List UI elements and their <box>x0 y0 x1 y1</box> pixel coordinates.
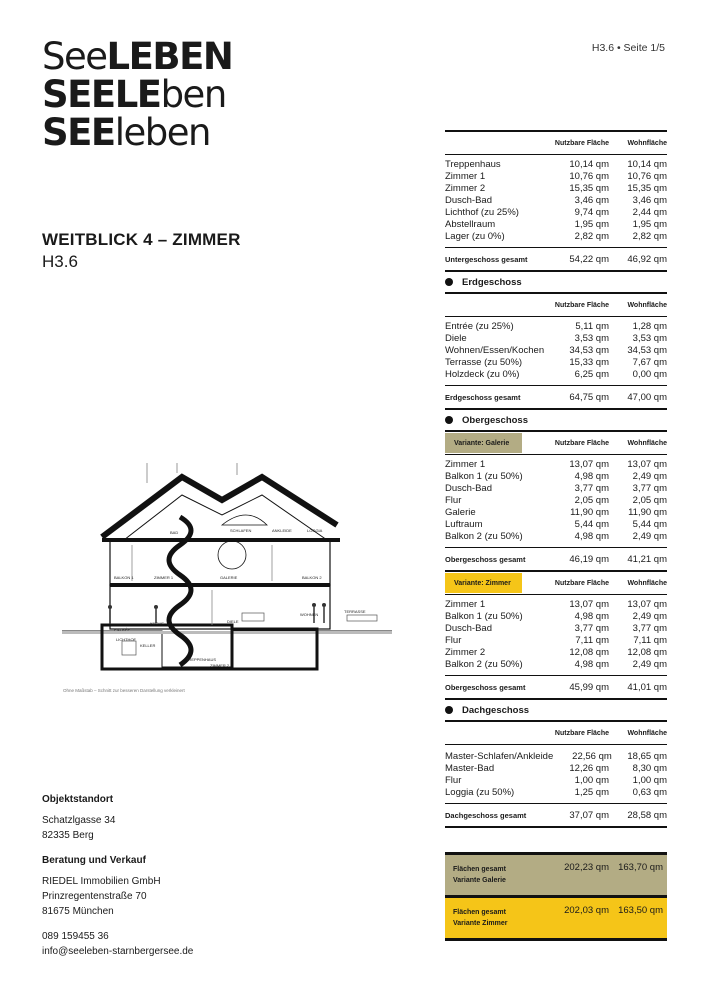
logo-line-1 <box>42 35 242 78</box>
column-header-living: Wohnfläche <box>627 579 667 587</box>
living-area: 10,14 qm <box>627 159 667 170</box>
ug-rows <box>445 159 667 243</box>
usable-area: 1,00 qm <box>574 775 609 786</box>
living-area: 34,53 qm <box>627 345 667 356</box>
usable-area: 3,77 qm <box>574 623 609 634</box>
location-block <box>42 792 193 843</box>
room-name: Lichthof (zu 25%) <box>445 207 519 218</box>
table-row <box>445 207 667 219</box>
usable-area: 5,44 qm <box>574 519 609 530</box>
logo-text: ben <box>160 73 226 116</box>
dg-total-row <box>445 804 667 826</box>
location-city: 82335 Berg <box>42 830 94 841</box>
table-row <box>445 345 667 357</box>
room-name: Flur <box>445 775 462 786</box>
drawing-label: TREPPENHAUS <box>186 657 217 662</box>
room-name: Zimmer 1 <box>445 171 486 182</box>
room-name: Abstellraum <box>445 219 496 230</box>
column-headers <box>445 132 667 154</box>
logo-text: LEBEN <box>106 35 233 78</box>
bullet-icon <box>445 706 453 714</box>
table-row <box>445 369 667 381</box>
og-galerie-total-row <box>445 548 667 570</box>
usable-area: 7,11 qm <box>575 635 609 646</box>
grand-total-variant: Variante Zimmer <box>453 920 508 927</box>
grand-total-usable: 202,23 qm <box>564 862 609 873</box>
usable-area: 9,74 qm <box>574 207 609 218</box>
drawing-label: ENTRÉE <box>114 627 131 632</box>
room-name: Dusch-Bad <box>445 483 492 494</box>
table-row <box>445 471 667 483</box>
brand-logo <box>42 35 242 154</box>
table-row <box>445 219 667 231</box>
usable-area: 4,98 qm <box>574 471 609 482</box>
logo-text: SEELE <box>42 73 161 116</box>
logo-text: SEE <box>42 111 115 154</box>
location-street: Schatzlgasse 34 <box>42 815 116 826</box>
living-area: 7,11 qm <box>633 635 667 646</box>
section-heading-dachgeschoss <box>445 700 667 720</box>
table-row <box>445 171 667 183</box>
table-row <box>445 483 667 495</box>
usable-area: 3,46 qm <box>574 195 609 206</box>
sales-email[interactable]: info@seeleben-starnbergersee.de <box>42 946 194 957</box>
total-label: Obergeschoss gesamt <box>445 682 526 692</box>
total-living: 41,21 qm <box>627 553 667 565</box>
room-name: Zimmer 2 <box>445 183 486 194</box>
bullet-icon <box>445 416 453 424</box>
usable-area: 1,95 qm <box>574 219 609 230</box>
living-area: 2,49 qm <box>632 531 667 542</box>
drawing-label: ZIMMER 2 <box>210 663 230 668</box>
room-name: Dusch-Bad <box>445 623 492 634</box>
room-name: Balkon 1 (zu 50%) <box>445 611 523 622</box>
total-label: Erdgeschoss gesamt <box>445 392 521 402</box>
living-area: 3,53 qm <box>632 333 667 344</box>
usable-area: 2,82 qm <box>574 231 609 242</box>
table-row <box>445 159 667 171</box>
section-title: Dachgeschoss <box>462 704 530 716</box>
drawing-label: LICHTHOF <box>116 637 136 642</box>
living-area: 0,00 qm <box>632 369 667 380</box>
living-area: 12,08 qm <box>627 647 667 658</box>
column-header-usable: Nutzbare Fläche <box>554 579 609 587</box>
sales-phone: 089 159455 36 <box>42 931 109 942</box>
sales-heading: Beratung und Verkauf <box>42 855 146 866</box>
sales-block <box>42 853 193 919</box>
usable-area: 6,25 qm <box>574 369 609 380</box>
column-header-living: Wohnfläche <box>627 439 667 447</box>
living-area: 0,63 qm <box>632 787 667 798</box>
grand-total-living: 163,70 qm <box>618 862 663 873</box>
living-area: 2,82 qm <box>632 231 667 242</box>
total-usable: 46,19 qm <box>569 553 609 565</box>
living-area: 2,44 qm <box>632 207 667 218</box>
grand-total-zimmer <box>445 898 667 938</box>
variant-badge-galerie: Variante: Galerie <box>445 433 522 453</box>
room-name: Dusch-Bad <box>445 195 492 206</box>
living-area: 2,49 qm <box>632 471 667 482</box>
drawing-caption: Ohne Maßstab – Schnitt zur besseren Darstellung verkleinert <box>63 688 185 693</box>
room-name: Luftraum <box>445 519 483 530</box>
room-name: Zimmer 1 <box>445 459 486 470</box>
drawing-label: KELLER <box>140 643 156 648</box>
living-area: 11,90 qm <box>628 507 667 518</box>
table-row <box>445 531 667 543</box>
page-indicator: H3.6 • Seite 1/5 <box>591 42 665 54</box>
drawing-label: WOHNEN <box>300 612 319 617</box>
living-area: 1,28 qm <box>632 321 667 332</box>
area-table <box>445 130 667 941</box>
table-row <box>445 599 667 611</box>
living-area: 1,95 qm <box>632 219 667 230</box>
eg-rows <box>445 321 667 381</box>
contact-block <box>42 792 193 959</box>
drawing-label: BAD <box>170 530 179 535</box>
usable-area: 15,33 qm <box>569 357 609 368</box>
table-row <box>445 357 667 369</box>
section-heading-erdgeschoss <box>445 272 667 292</box>
building-section-drawing <box>62 455 392 685</box>
drawing-label: SCHLAFEN <box>230 528 252 533</box>
usable-area: 12,08 qm <box>569 647 609 658</box>
living-area: 1,00 qm <box>632 775 667 786</box>
usable-area: 1,25 qm <box>574 787 609 798</box>
usable-area: 13,07 qm <box>569 599 609 610</box>
table-row <box>445 183 667 195</box>
column-header-living: Wohnfläche <box>627 729 667 737</box>
logo-line-3 <box>42 111 242 154</box>
total-usable: 54,22 qm <box>569 253 609 265</box>
og-zimmer-rows <box>445 599 667 671</box>
sales-street: Prinzregentenstraße 70 <box>42 891 147 902</box>
table-row <box>445 333 667 345</box>
page-title: WEITBLICK 4 – ZIMMER <box>42 230 241 249</box>
usable-area: 34,53 qm <box>569 345 609 356</box>
room-name: Balkon 2 (zu 50%) <box>445 531 523 542</box>
usable-area: 2,05 qm <box>574 495 609 506</box>
table-row <box>445 775 667 787</box>
drawing-label: DIELE <box>227 619 239 624</box>
table-row <box>445 321 667 333</box>
column-header-usable: Nutzbare Fläche <box>554 139 609 147</box>
total-usable: 37,07 qm <box>569 809 609 821</box>
location-heading: Objektstandort <box>42 794 114 805</box>
logo-line-2 <box>42 73 242 116</box>
drawing-label: GALERIE <box>220 575 238 580</box>
room-name: Balkon 1 (zu 50%) <box>445 471 523 482</box>
column-header-usable: Nutzbare Fläche <box>554 301 609 309</box>
usable-area: 15,35 qm <box>569 183 609 194</box>
usable-area: 11,90 qm <box>570 507 609 518</box>
living-area: 3,46 qm <box>632 195 667 206</box>
room-name: Flur <box>445 635 462 646</box>
section-title: Erdgeschoss <box>462 276 522 288</box>
room-name: Zimmer 2 <box>445 647 486 658</box>
table-row <box>445 519 667 531</box>
room-name: Lager (zu 0%) <box>445 231 505 242</box>
living-area: 8,30 qm <box>632 763 667 774</box>
usable-area: 4,98 qm <box>574 611 609 622</box>
logo-text: leben <box>114 111 210 154</box>
room-name: Diele <box>445 333 467 344</box>
table-row <box>445 495 667 507</box>
total-living: 41,01 qm <box>627 681 667 693</box>
table-row <box>445 647 667 659</box>
room-name: Balkon 2 (zu 50%) <box>445 659 523 670</box>
room-name: Loggia (zu 50%) <box>445 787 515 798</box>
total-living: 46,92 qm <box>627 253 667 265</box>
grand-total-variant: Variante Galerie <box>453 877 506 884</box>
living-area: 3,77 qm <box>632 623 667 634</box>
table-row <box>445 623 667 635</box>
living-area: 15,35 qm <box>627 183 667 194</box>
room-name: Wohnen/Essen/Kochen <box>445 345 545 356</box>
living-area: 18,65 qm <box>627 751 667 762</box>
grand-total-galerie <box>445 855 667 895</box>
living-area: 7,67 qm <box>632 357 667 368</box>
room-name: Zimmer 1 <box>445 599 486 610</box>
logo-text: See <box>42 35 107 78</box>
room-name: Master-Schlafen/Ankleide <box>445 751 554 762</box>
living-area: 2,05 qm <box>632 495 667 506</box>
dg-rows <box>445 751 667 799</box>
total-living: 28,58 qm <box>627 809 667 821</box>
living-area: 2,49 qm <box>632 611 667 622</box>
title-block <box>42 230 241 272</box>
table-row <box>445 231 667 243</box>
section-heading-obergeschoss <box>445 410 667 430</box>
sales-city: 81675 München <box>42 906 114 917</box>
usable-area: 5,11 qm <box>575 321 609 332</box>
unit-code: H3.6 <box>42 252 78 271</box>
room-name: Flur <box>445 495 462 506</box>
total-living: 47,00 qm <box>627 391 667 403</box>
table-row <box>445 459 667 471</box>
section-title: Obergeschoss <box>462 414 528 426</box>
room-name: Holzdeck (zu 0%) <box>445 369 520 380</box>
drawing-label: LOGGIA <box>307 528 323 533</box>
living-area: 13,07 qm <box>627 599 667 610</box>
total-label: Obergeschoss gesamt <box>445 554 526 564</box>
bullet-icon <box>445 278 453 286</box>
variant-header-galerie <box>445 432 667 454</box>
usable-area: 22,56 qm <box>572 751 612 762</box>
eg-total-row <box>445 386 667 408</box>
room-name: Terrasse (zu 50%) <box>445 357 523 368</box>
table-row <box>445 195 667 207</box>
living-area: 2,49 qm <box>632 659 667 670</box>
column-headers <box>445 722 667 744</box>
usable-area: 4,98 qm <box>574 531 609 542</box>
room-name: Treppenhaus <box>445 159 501 170</box>
room-name: Galerie <box>445 507 476 518</box>
og-galerie-rows <box>445 459 667 543</box>
column-headers <box>445 294 667 316</box>
grand-total-label: Flächen gesamt <box>453 909 506 916</box>
total-usable: 64,75 qm <box>569 391 609 403</box>
table-row <box>445 635 667 647</box>
og-zimmer-total-row <box>445 676 667 698</box>
usable-area: 10,14 qm <box>569 159 609 170</box>
drawing-label: BALKON 2 <box>302 575 322 580</box>
room-name: Master-Bad <box>445 763 495 774</box>
drawing-label: BALKON 1 <box>114 575 134 580</box>
sales-company: RIEDEL Immobilien GmbH <box>42 876 161 887</box>
table-row <box>445 507 667 519</box>
room-name: Entrée (zu 25%) <box>445 321 514 332</box>
living-area: 3,77 qm <box>632 483 667 494</box>
variant-badge-zimmer: Variante: Zimmer <box>445 573 522 593</box>
living-area: 10,76 qm <box>627 171 667 182</box>
usable-area: 13,07 qm <box>569 459 609 470</box>
variant-header-zimmer <box>445 572 667 594</box>
column-header-usable: Nutzbare Fläche <box>554 439 609 447</box>
table-row <box>445 611 667 623</box>
usable-area: 3,53 qm <box>574 333 609 344</box>
drawing-label: ANKLEIDE <box>272 528 292 533</box>
column-header-usable: Nutzbare Fläche <box>554 729 609 737</box>
grand-total-usable: 202,03 qm <box>564 905 609 916</box>
drawing-label: TERRASSE <box>344 609 366 614</box>
column-header-living: Wohnfläche <box>627 139 667 147</box>
living-area: 5,44 qm <box>632 519 667 530</box>
total-label: Untergeschoss gesamt <box>445 254 528 264</box>
usable-area: 4,98 qm <box>574 659 609 670</box>
total-label: Dachgeschoss gesamt <box>445 810 527 820</box>
usable-area: 10,76 qm <box>569 171 609 182</box>
drawing-label: KÜCHE <box>150 621 165 626</box>
ug-total-row <box>445 248 667 270</box>
living-area: 13,07 qm <box>627 459 667 470</box>
table-row <box>445 787 667 799</box>
table-row <box>445 751 667 763</box>
table-row <box>445 659 667 671</box>
usable-area: 3,77 qm <box>574 483 609 494</box>
table-row <box>445 763 667 775</box>
drawing-label: ZIMMER 1 <box>154 575 174 580</box>
grand-total-living: 163,50 qm <box>618 905 663 916</box>
usable-area: 12,26 qm <box>569 763 609 774</box>
column-header-living: Wohnfläche <box>627 301 667 309</box>
grand-total-label: Flächen gesamt <box>453 866 506 873</box>
total-usable: 45,99 qm <box>569 681 609 693</box>
